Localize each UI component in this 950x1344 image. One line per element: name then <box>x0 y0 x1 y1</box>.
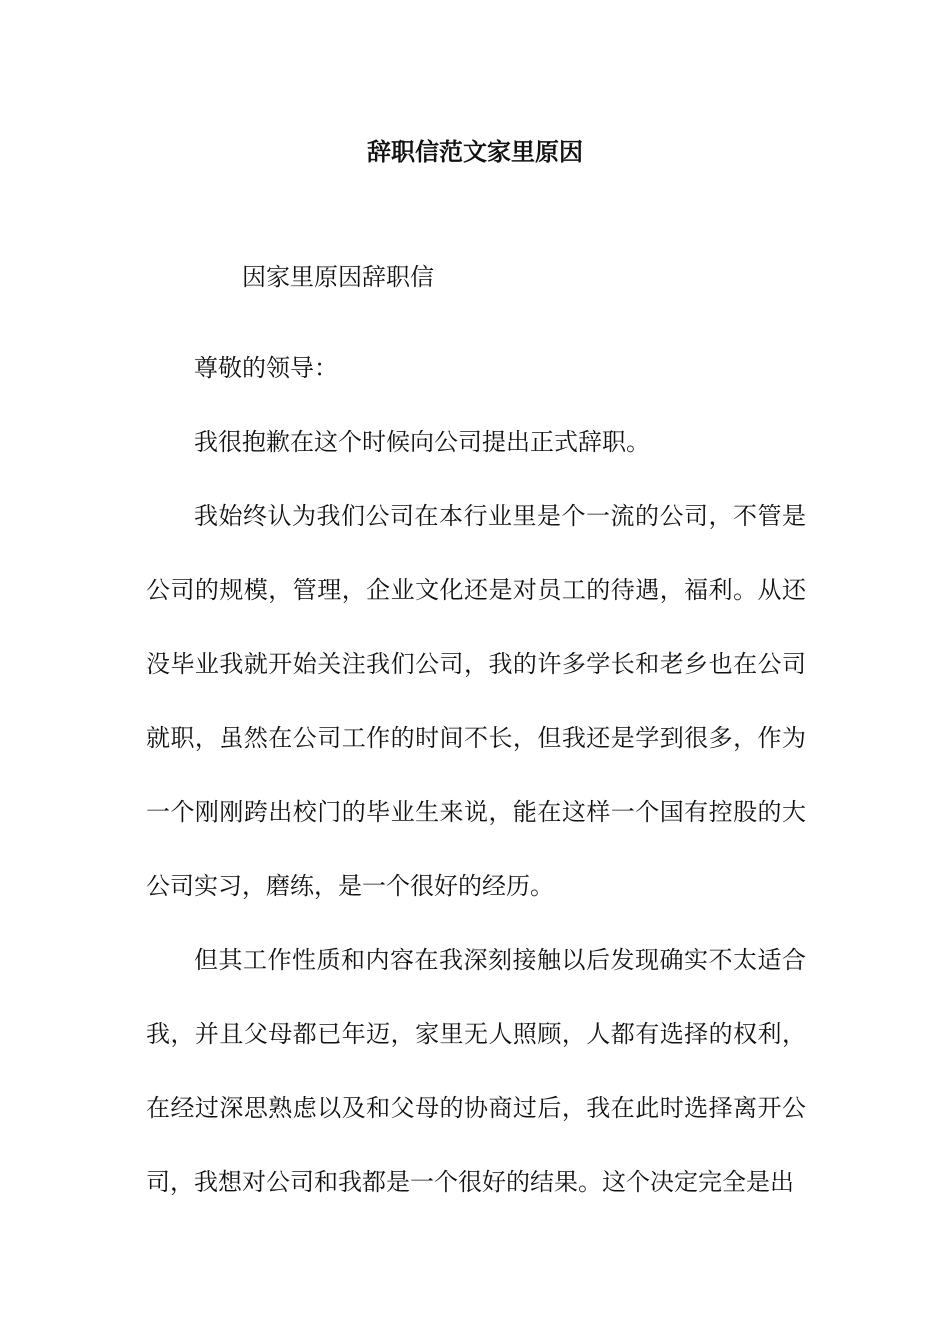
paragraph-3: 但其工作性质和内容在我深刻接触以后发现确实不太适合我，并且父母都已年迈，家里无人照顾，人都有选择的权利，在经过深思熟虑以及和父母的协商过后，我在此时选择离开公司，我想对公司和我都是一个很好的结果。这个决定完全是出 <box>146 946 806 1196</box>
document-title: 辞职信范文家里原因 <box>367 137 583 166</box>
document-body <box>146 258 806 1219</box>
paragraph-1: 我很抱歉在这个时候向公司提出正式辞职。 <box>194 428 650 456</box>
salutation: 尊敬的领导： <box>194 354 338 382</box>
letter-heading: 因家里原因辞职信 <box>242 263 434 291</box>
paragraph-2: 我始终认为我们公司在本行业里是个一流的公司，不管是公司的规模，管理，企业文化还是对员工的待遇，福利。从还没毕业我就开始关注我们公司，我的许多学长和老乡也在公司就职，虽然在公司工作的时间不长，但我还是学到很多，作为一个刚刚跨出校门的毕业生来说，能在这样一个国有控股的大公司实习，磨练，是一个很好的经历。 <box>146 502 806 900</box>
